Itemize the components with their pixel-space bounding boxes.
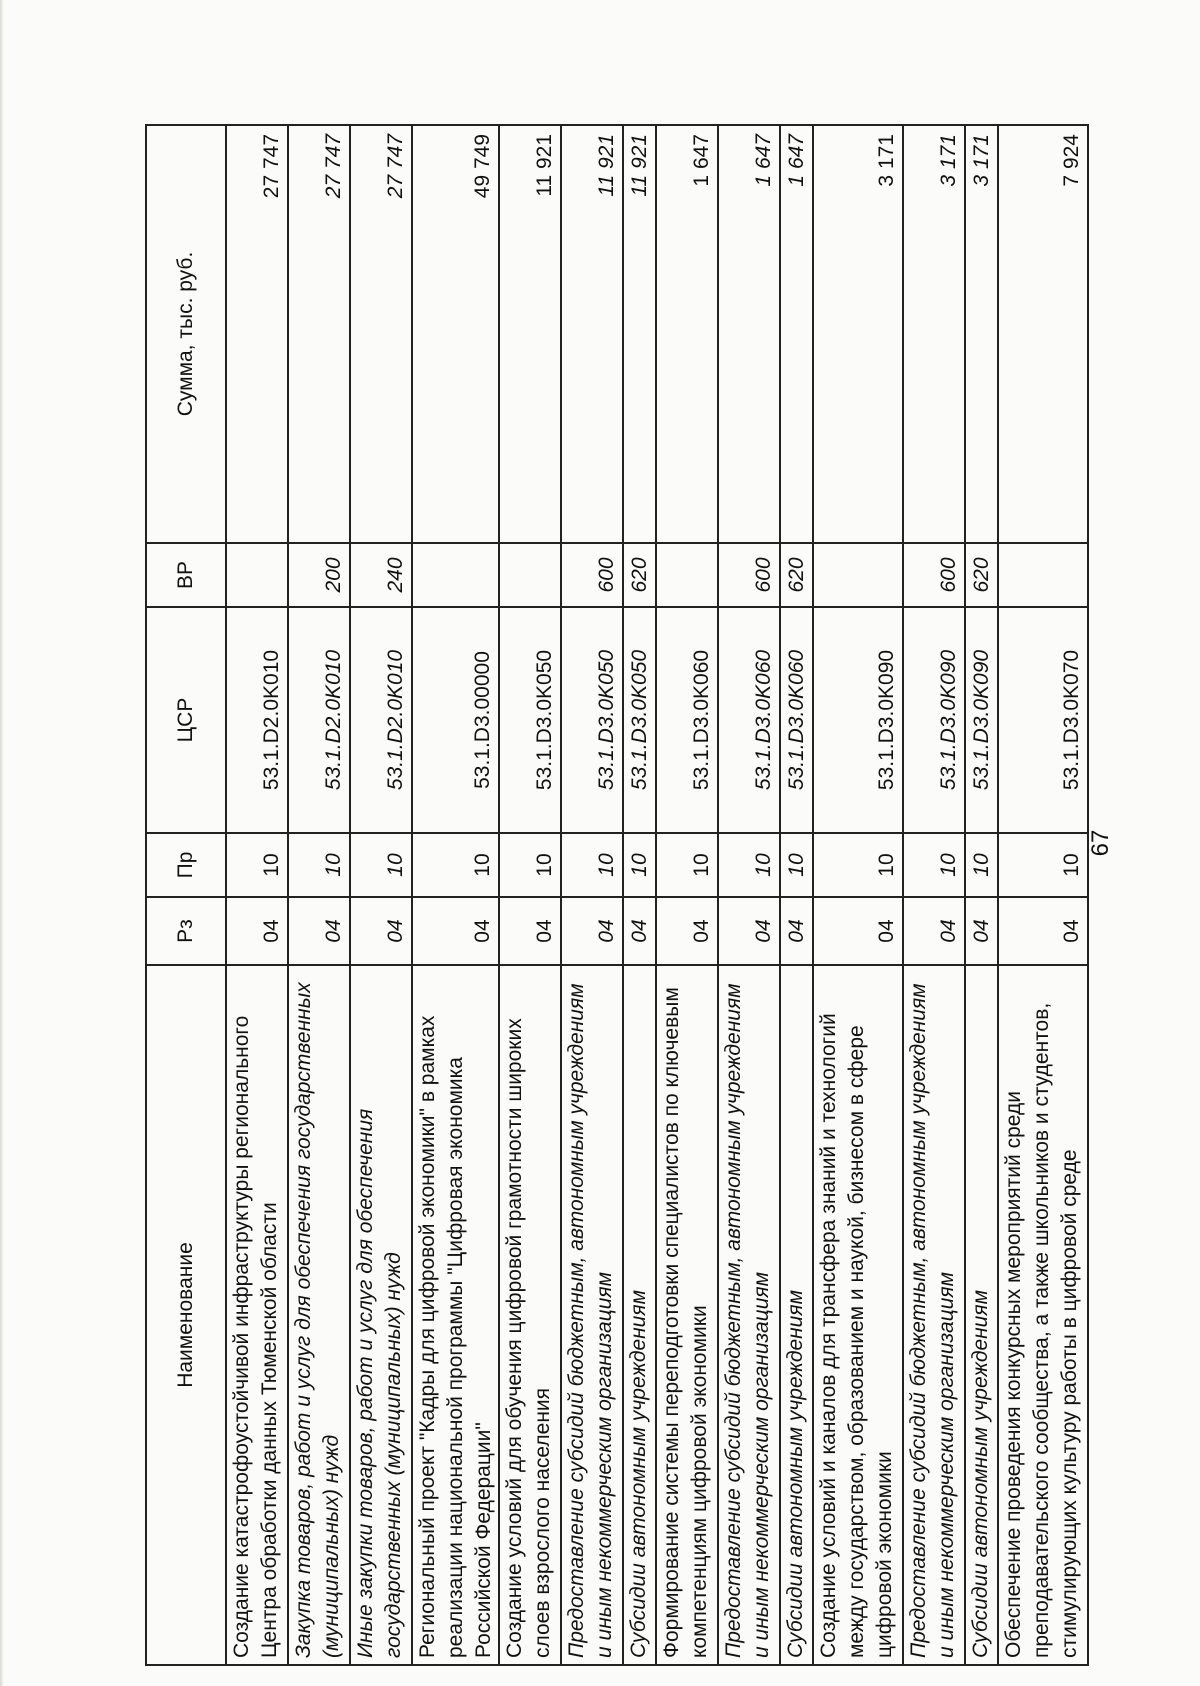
table-row (780, 125, 813, 1665)
cell-vr (499, 543, 561, 607)
cell-sum: 11 921 (499, 125, 561, 543)
table-row (656, 125, 718, 1665)
cell-pr: 10 (780, 833, 813, 897)
header-pr: Пр (146, 833, 226, 897)
cell-csr: 53.1.D2.0K010 (288, 607, 350, 833)
cell-name: Субсидии автономным учреждениям (623, 965, 656, 1665)
table-row (623, 125, 656, 1665)
budget-table (145, 124, 1089, 1666)
cell-vr: 620 (623, 543, 656, 607)
table-row (288, 125, 350, 1665)
cell-pr: 10 (412, 833, 499, 897)
cell-rz: 04 (350, 897, 412, 965)
cell-csr: 53.1.D3.0K050 (561, 607, 623, 833)
cell-sum: 7 924 (998, 125, 1088, 543)
header-row (146, 125, 226, 1665)
cell-sum: 11 921 (561, 125, 623, 543)
cell-name: Региональный проект "Кадры для цифровой экономики" в рамках реализации национальной программы "Цифровая экономика Российской Федерации" (412, 965, 499, 1665)
cell-vr (998, 543, 1088, 607)
cell-rz: 04 (780, 897, 813, 965)
cell-pr: 10 (903, 833, 965, 897)
cell-sum: 1 647 (656, 125, 718, 543)
cell-vr: 600 (718, 543, 780, 607)
cell-pr: 10 (350, 833, 412, 897)
cell-rz: 04 (561, 897, 623, 965)
cell-name: Создание условий для обучения цифровой грамотности широких слоев взрослого населения (499, 965, 561, 1665)
table-row (561, 125, 623, 1665)
table-row (903, 125, 965, 1665)
header-sum: Сумма, тыс. руб. (146, 125, 226, 543)
cell-pr: 10 (288, 833, 350, 897)
cell-name: Предоставление субсидий бюджетным, автономным учреждениям и иным некоммерческим организациям (561, 965, 623, 1665)
cell-rz: 04 (656, 897, 718, 965)
cell-name: Формирование системы переподготовки специалистов по ключевым компетенциям цифровой экономики (656, 965, 718, 1665)
table-row (998, 125, 1088, 1665)
cell-sum: 27 747 (226, 125, 288, 543)
rotated-table-container (145, 126, 1110, 1666)
cell-name: Обеспечение проведения конкурсных мероприятий среди преподавательского сообщества, а также школьников и студентов, стимулирующих культуру работы в цифровой среде (998, 965, 1088, 1665)
header-csr: ЦСР (146, 607, 226, 833)
cell-csr: 53.1.D3.0K060 (656, 607, 718, 833)
cell-csr: 53.1.D3.0K070 (998, 607, 1088, 833)
cell-pr: 10 (998, 833, 1088, 897)
page-number: 67 (1087, 829, 1114, 857)
cell-sum: 1 647 (718, 125, 780, 543)
cell-pr: 10 (965, 833, 998, 897)
cell-vr: 620 (965, 543, 998, 607)
cell-sum: 3 171 (813, 125, 903, 543)
cell-name: Субсидии автономным учреждениям (965, 965, 998, 1665)
cell-sum: 27 747 (350, 125, 412, 543)
cell-csr: 53.1.D2.0K010 (350, 607, 412, 833)
cell-vr: 600 (903, 543, 965, 607)
table-row (226, 125, 288, 1665)
cell-pr: 10 (813, 833, 903, 897)
cell-rz: 04 (226, 897, 288, 965)
cell-sum: 3 171 (965, 125, 998, 543)
cell-csr: 53.1.D3.0K090 (903, 607, 965, 833)
cell-sum: 49 749 (412, 125, 499, 543)
cell-vr (656, 543, 718, 607)
cell-csr: 53.1.D3.00000 (412, 607, 499, 833)
cell-pr: 10 (623, 833, 656, 897)
cell-rz: 04 (499, 897, 561, 965)
cell-rz: 04 (718, 897, 780, 965)
cell-csr: 53.1.D3.0K050 (499, 607, 561, 833)
header-vr: ВР (146, 543, 226, 607)
cell-csr: 53.1.D2.0K010 (226, 607, 288, 833)
cell-sum: 27 747 (288, 125, 350, 543)
cell-csr: 53.1.D3.0K060 (718, 607, 780, 833)
cell-vr (813, 543, 903, 607)
cell-pr: 10 (499, 833, 561, 897)
cell-sum: 1 647 (780, 125, 813, 543)
cell-csr: 53.1.D3.0K090 (965, 607, 998, 833)
cell-vr (226, 543, 288, 607)
cell-rz: 04 (288, 897, 350, 965)
table-row (965, 125, 998, 1665)
cell-name: Предоставление субсидий бюджетным, автономным учреждениям и иным некоммерческим организациям (718, 965, 780, 1665)
cell-sum: 3 171 (903, 125, 965, 543)
cell-name: Создание катастрофоустойчивой инфраструктуры регионального Центра обработки данных Тюменской области (226, 965, 288, 1665)
cell-rz: 04 (965, 897, 998, 965)
cell-name: Предоставление субсидий бюджетным, автономным учреждениям и иным некоммерческим организациям (903, 965, 965, 1665)
cell-rz: 04 (412, 897, 499, 965)
header-name: Наименование (146, 965, 226, 1665)
cell-rz: 04 (813, 897, 903, 965)
cell-csr: 53.1.D3.0K050 (623, 607, 656, 833)
header-rz: Рз (146, 897, 226, 965)
cell-csr: 53.1.D3.0K090 (813, 607, 903, 833)
cell-vr: 240 (350, 543, 412, 607)
table-row (350, 125, 412, 1665)
cell-rz: 04 (903, 897, 965, 965)
cell-pr: 10 (561, 833, 623, 897)
cell-pr: 10 (226, 833, 288, 897)
table-row (499, 125, 561, 1665)
scan-edge (0, 0, 4, 1686)
cell-vr (412, 543, 499, 607)
cell-rz: 04 (623, 897, 656, 965)
table-row (813, 125, 903, 1665)
cell-vr: 620 (780, 543, 813, 607)
cell-name: Создание условий и каналов для трансфера знаний и технологий между государством, образованием и наукой, бизнесом в сфере цифровой экономики (813, 965, 903, 1665)
cell-pr: 10 (656, 833, 718, 897)
cell-vr: 200 (288, 543, 350, 607)
cell-csr: 53.1.D3.0K060 (780, 607, 813, 833)
table-row (718, 125, 780, 1665)
table-row (412, 125, 499, 1665)
cell-pr: 10 (718, 833, 780, 897)
cell-name: Субсидии автономным учреждениям (780, 965, 813, 1665)
cell-name: Закупка товаров, работ и услуг для обеспечения государственных (муниципальных) нужд (288, 965, 350, 1665)
cell-sum: 11 921 (623, 125, 656, 543)
cell-name: Иные закупки товаров, работ и услуг для обеспечения государственных (муниципальных) нужд (350, 965, 412, 1665)
cell-rz: 04 (998, 897, 1088, 965)
cell-vr: 600 (561, 543, 623, 607)
